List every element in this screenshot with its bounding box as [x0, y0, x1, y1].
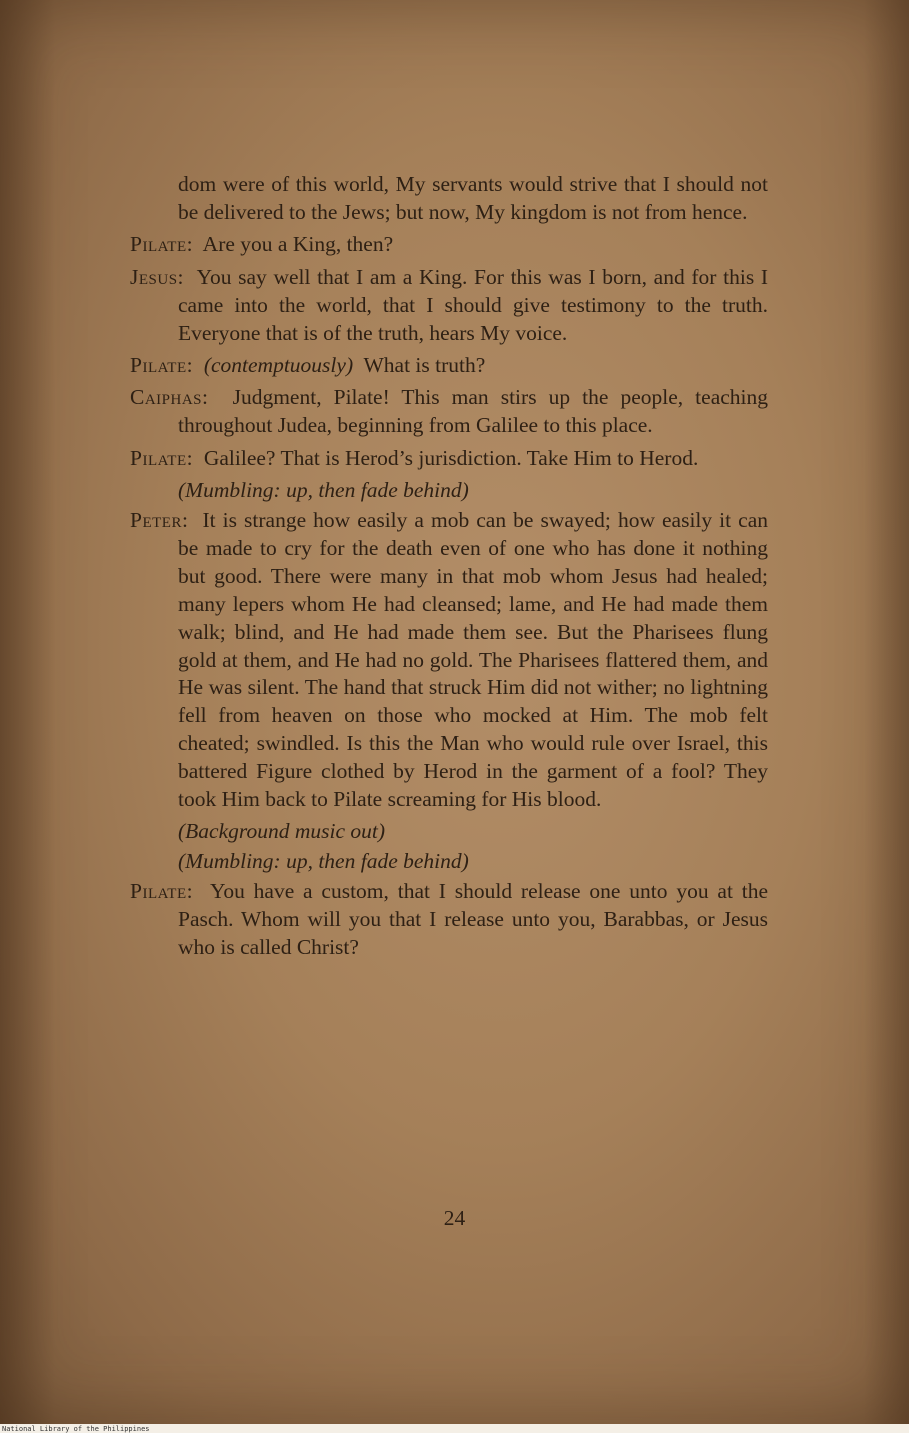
dialogue-paragraph [130, 171, 768, 227]
dialogue-text: Galilee? That is Herod’s jurisdiction. Take Him to Herod. [203, 445, 699, 470]
stage-direction: (Mumbling: up, then fade behind) [178, 849, 469, 874]
speaker-name: Pilate: [130, 879, 194, 904]
stage-direction: (Mumbling: up, then fade behind) [178, 478, 469, 503]
page-number: 24 [443, 1206, 466, 1230]
dialogue-paragraph [130, 445, 768, 473]
dialogue-paragraph [130, 878, 768, 962]
stage-direction-inline: (contemptuously) [203, 352, 354, 377]
stage-direction: (Background music out) [178, 819, 385, 844]
dialogue-text: You say well that I am a King. For this was I born, and for this I came into the world, that I should give testimony to the truth. Everyone that is of the truth, hears My voice. [178, 264, 769, 345]
speaker-name: Pilate: [130, 232, 194, 257]
speaker-name: Pilate: [130, 352, 194, 377]
dialogue-text: Are you a King, then? [202, 232, 394, 257]
dialogue-text: You have a custom, that I should release one unto you at the Pasch. Whom will you that I release unto you, Barabbas, or Jesus who is called Christ? [178, 879, 769, 960]
library-footer: National Library of the Philippines [2, 1425, 150, 1433]
dialogue-paragraph [130, 384, 768, 440]
dialogue-paragraph [130, 507, 768, 814]
dialogue-text: It is strange how easily a mob can be swayed; how easily it can be made to cry for the death even of one who has done it nothing but good. There were many in that mob whom Jesus had healed; many lepers whom He had cleansed; lame, and He had made them walk; blind, and He had made them see. But the Pharisees flung gold at them, and He had no gold. The Pharisees flattered them, and He was silent. The hand that struck Him did not wither; no lightning fell from heaven on those who mocked at Him. The mob felt cheated; swindled. Is this the Man who would rule over Israel, this battered Figure clothed by Herod in the garment of a fool? They took Him back to Pilate screaming for His blood. [178, 507, 769, 812]
speaker-name: Peter: [130, 507, 189, 532]
dialogue-text: dom were of this world, My servants would strive that I should not be delivered to the Jews; but now, My kingdom is not from hence. [178, 172, 768, 224]
script-text [130, 171, 768, 966]
dialogue-paragraph [130, 264, 768, 348]
dialogue-paragraph [130, 231, 768, 259]
dialogue-text: What is truth? [363, 352, 486, 377]
speaker-name: Caiphas: [130, 385, 209, 410]
dialogue-paragraph [130, 352, 768, 380]
dialogue-text: Judgment, Pilate! This man stirs up the people, teaching throughout Judea, beginning from Galilee to this place. [178, 385, 769, 438]
speaker-name: Jesus: [130, 264, 185, 289]
speaker-name: Pilate: [130, 445, 194, 470]
